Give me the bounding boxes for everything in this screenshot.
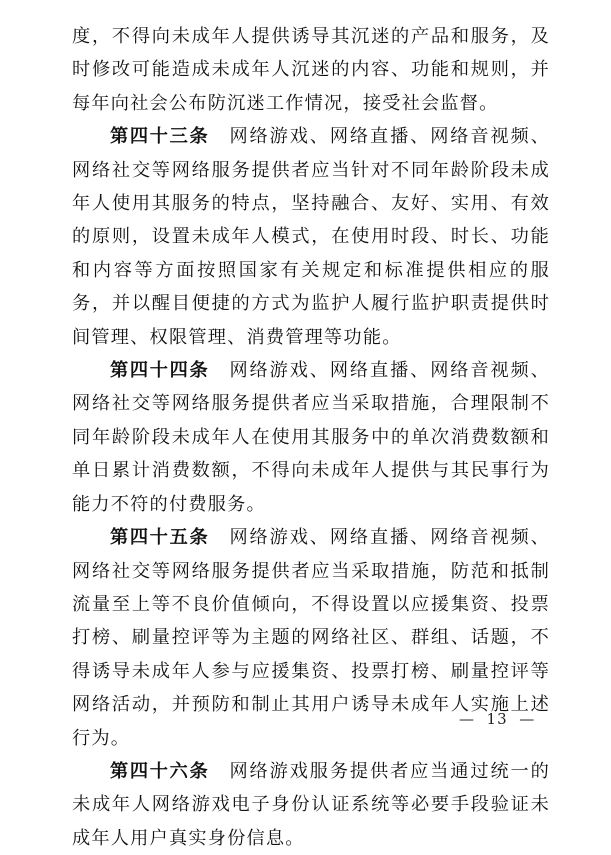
paragraph-continued	[72, 20, 550, 120]
paragraph-text: 网络游戏、网络直播、网络音视频、网络社交等网络服务提供者应当针对不同年龄阶段未成年人使用其服务的特点，坚持融合、友好、实用、有效的原则，设置未成年人模式，在使用时段、时长、功能和内容等方面按照国家有关规定和标准提供相应的服务，并以醒目便捷的方式为监护人履行监护职责提供时间管理、权限管理、消费管理等功能。	[72, 126, 550, 348]
article-number: 第四十三条	[110, 126, 210, 148]
page-number-dash-left: —	[459, 710, 475, 728]
paragraph-text: 网络游戏、网络直播、网络音视频、网络社交等网络服务提供者应当采取措施，防范和抵制流量至上等不良价值倾向，不得设置以应援集资、投票打榜、刷量控评等为主题的网络社区、群组、话题，不得诱导未成年人参与应援集资、投票打榜、刷量控评等网络活动，并预防和制止其用户诱导未成年人实施上述行为。	[72, 527, 550, 749]
article-46	[72, 755, 550, 855]
body-text	[72, 20, 550, 855]
article-number: 第四十五条	[110, 527, 210, 549]
article-43	[72, 120, 550, 354]
page-number-value: 13	[486, 710, 508, 728]
article-number: 第四十四条	[110, 360, 210, 382]
paragraph-text: 网络游戏服务提供者应当通过统一的未成年人网络游戏电子身份认证系统等必要手段验证未成年人用户真实身份信息。	[72, 760, 550, 849]
page-number	[459, 710, 535, 728]
paragraph-text: 度，不得向未成年人提供诱导其沉迷的产品和服务，及时修改可能造成未成年人沉迷的内容、功能和规则，并每年向社会公布防沉迷工作情况，接受社会监督。	[72, 26, 550, 114]
paragraph-text: 网络游戏、网络直播、网络音视频、网络社交等网络服务提供者应当采取措施，合理限制不同年龄阶段未成年人在使用其服务中的单次消费数额和单日累计消费数额，不得向未成年人提供与其民事行为能力不符的付费服务。	[72, 360, 550, 515]
page-number-dash-right: —	[519, 710, 536, 728]
article-number: 第四十六条	[110, 760, 210, 782]
article-44	[72, 354, 550, 521]
